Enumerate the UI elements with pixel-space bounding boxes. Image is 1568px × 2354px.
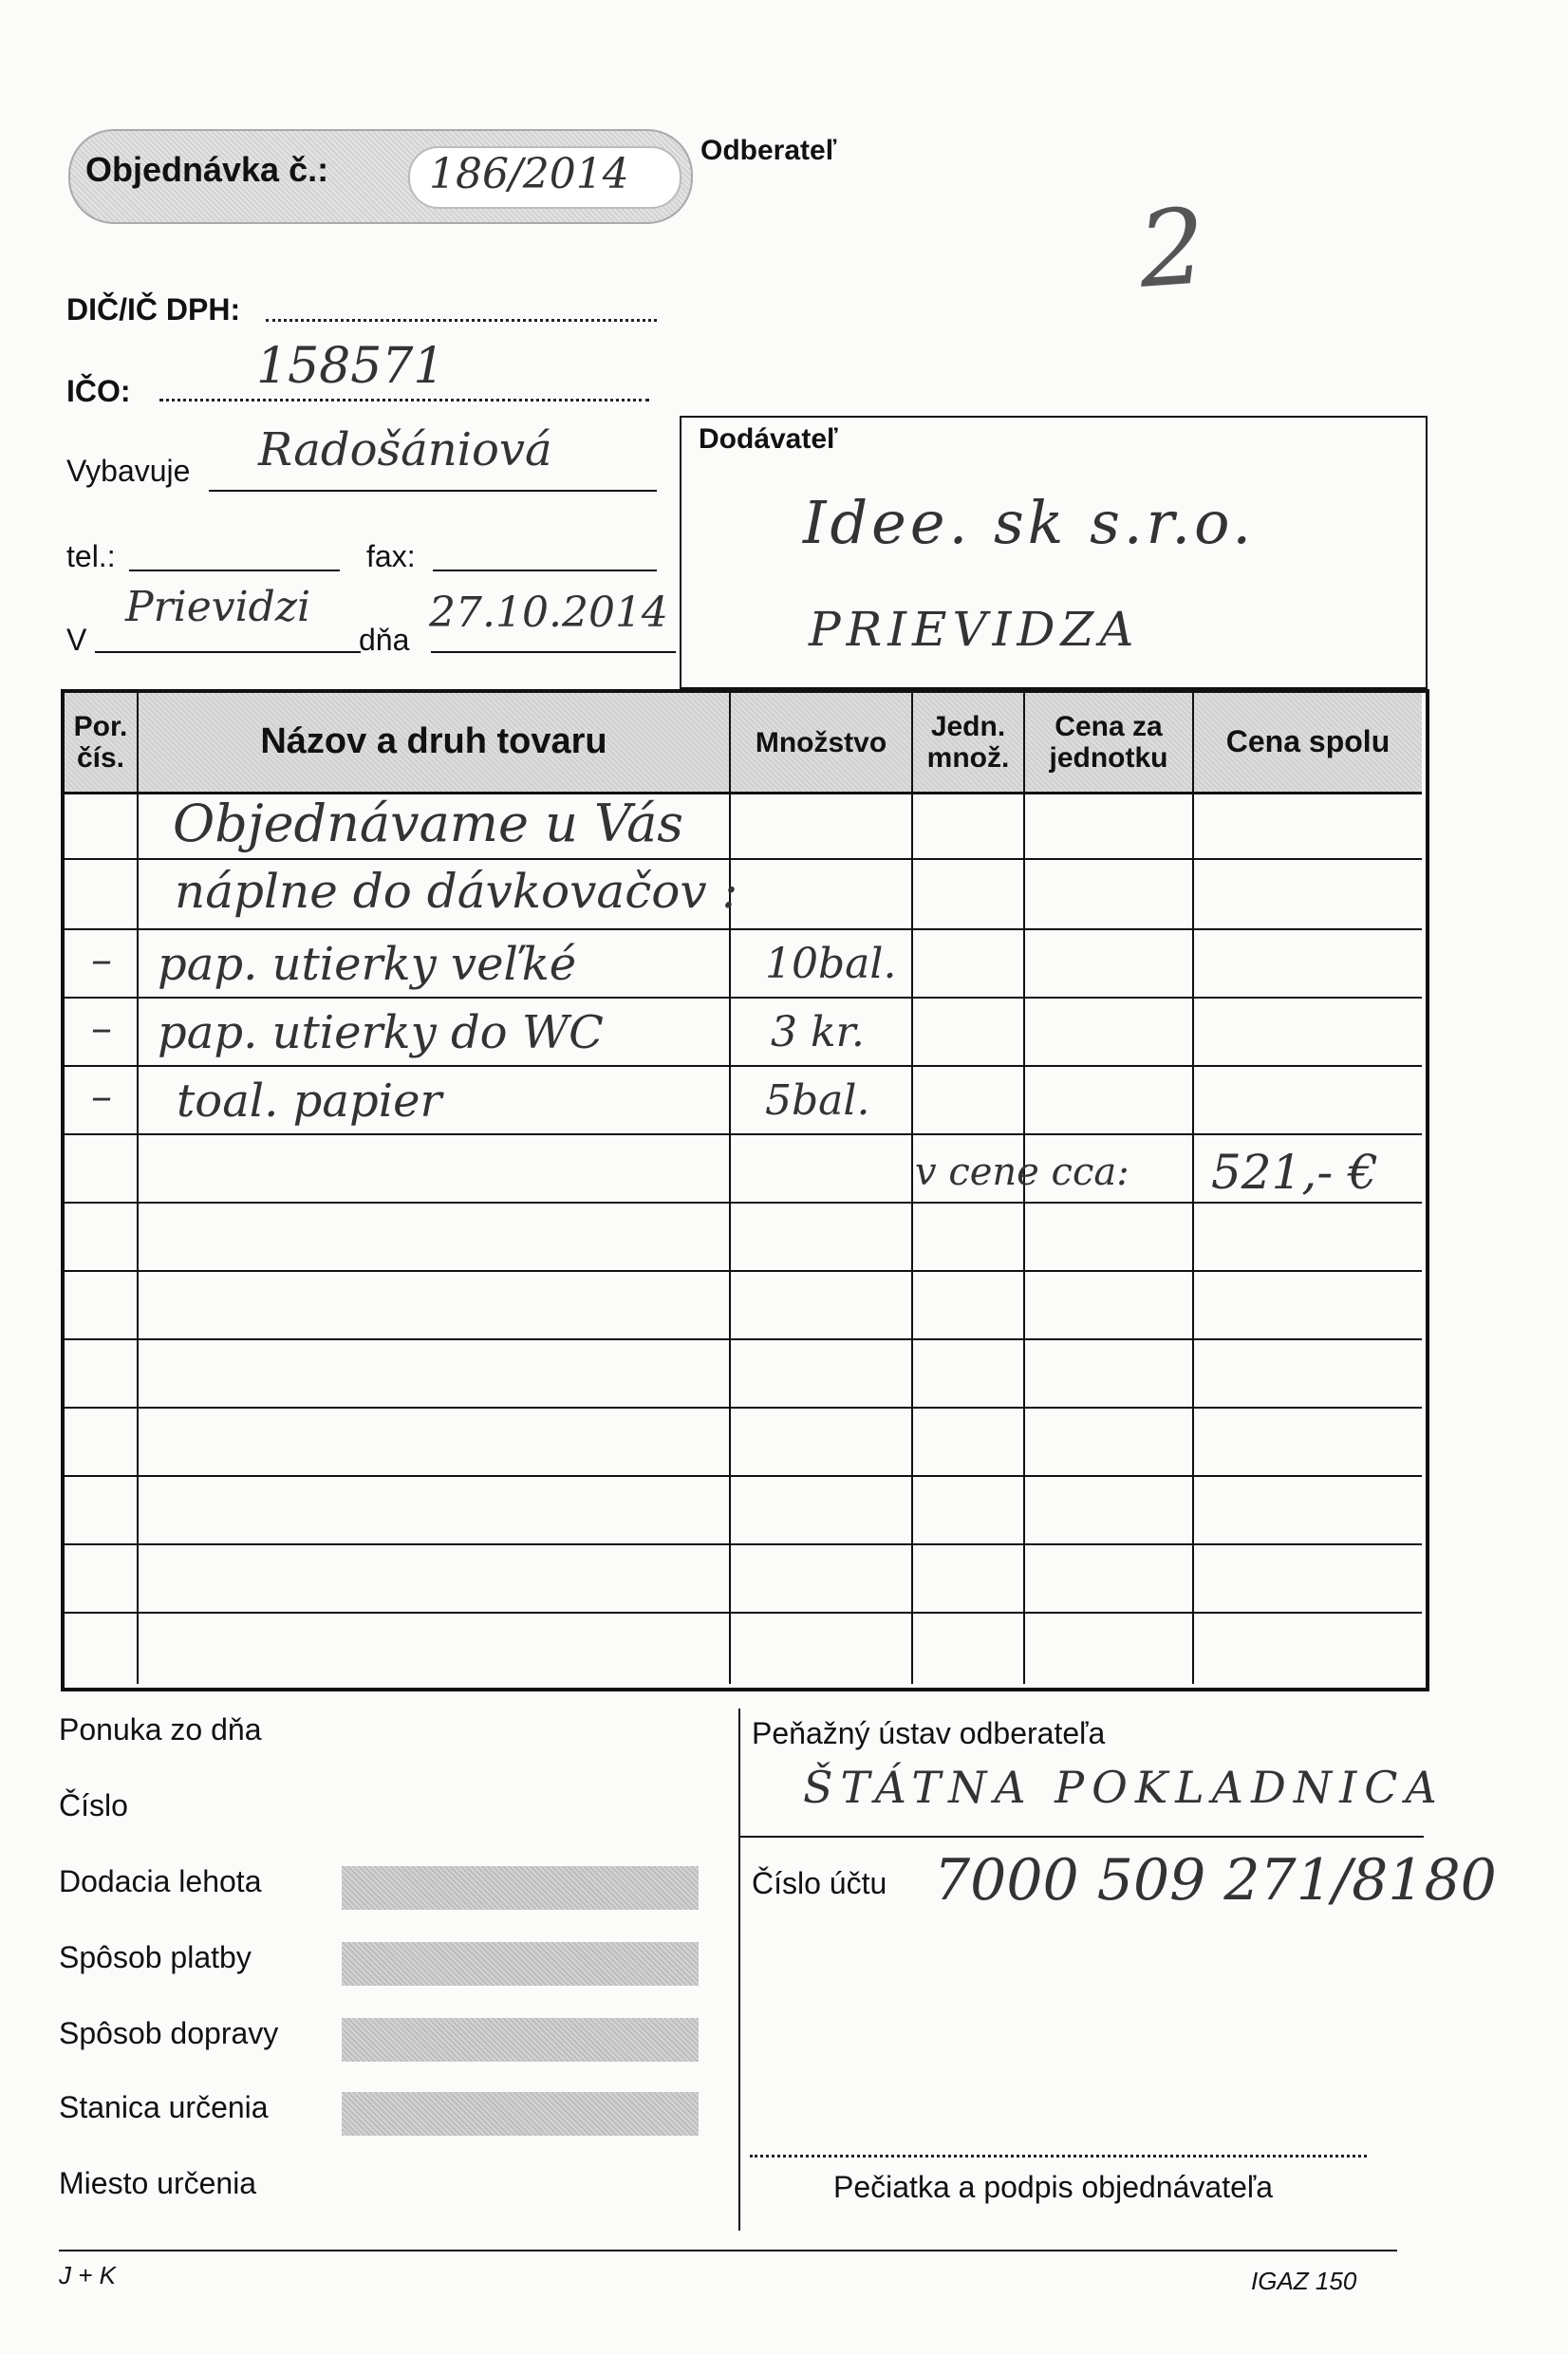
handled-by-value: Radošániová	[258, 423, 552, 476]
col-header-total: Cena spolu	[1225, 724, 1391, 759]
delivery-field	[342, 1866, 699, 1910]
table-row-name: pap. utierky do WC	[158, 1006, 604, 1059]
col-divider	[137, 693, 139, 1684]
date-line	[431, 651, 676, 653]
footer-divider	[738, 1709, 740, 2231]
supplier-label: Dodávateľ	[699, 423, 838, 455]
row-divider	[65, 1338, 1422, 1340]
ico-value: 158571	[256, 338, 445, 395]
publisher-mark: J + K	[59, 2261, 116, 2289]
col-divider	[729, 693, 731, 1684]
place-value: Prievidzi	[125, 583, 311, 631]
station-field	[342, 2092, 699, 2136]
col-header-unit: Jedn. množ.	[926, 711, 1010, 774]
table-row-qty: 5bal.	[765, 1076, 870, 1125]
signature-label: Pečiatka a podpis objednávateľa	[833, 2170, 1273, 2204]
price-total: 521,- €	[1211, 1145, 1378, 1200]
handled-by-label: Vybavuje	[66, 454, 191, 488]
table-row-name: Objednávame u Vás	[173, 794, 683, 853]
row-divider	[65, 928, 1422, 930]
handled-by-line	[209, 490, 657, 492]
table-row-qty: 10bal.	[765, 940, 897, 988]
table-row-por: –	[91, 1004, 112, 1053]
row-divider	[65, 858, 1422, 860]
payment-field	[342, 1942, 699, 1986]
table-row-name: náplne do dávkovačov :	[175, 864, 738, 919]
row-divider	[65, 1065, 1422, 1067]
row-divider	[65, 1133, 1422, 1135]
transport-label: Spôsob dopravy	[59, 2016, 279, 2050]
col-divider	[911, 693, 913, 1684]
account-value: 7000 509 271/8180	[934, 1847, 1497, 1914]
payment-label: Spôsob platby	[59, 1940, 252, 1974]
row-divider	[65, 997, 1422, 999]
offer-date-label: Ponuka zo dňa	[59, 1712, 262, 1747]
bank-label: Peňažný ústav odberateľa	[752, 1716, 1106, 1750]
customer-handwritten-mark: 2	[1134, 185, 1210, 311]
bottom-rule	[59, 2250, 1397, 2251]
tel-line	[129, 570, 340, 571]
tel-label: tel.:	[66, 539, 116, 573]
row-divider	[65, 1407, 1422, 1409]
station-label: Stanica určenia	[59, 2090, 269, 2124]
col-header-por: Por. čís.	[73, 711, 128, 774]
account-label: Číslo účtu	[752, 1866, 887, 1900]
order-label: Objednávka č.:	[85, 150, 329, 189]
col-header-qty: Množstvo	[755, 726, 887, 758]
bank-value: ŠTÁTNA POKLADNICA	[803, 1762, 1445, 1813]
bank-divider	[738, 1836, 1424, 1838]
dic-label: DIČ/IČ DPH:	[66, 292, 241, 327]
delivery-label: Dodacia lehota	[59, 1864, 262, 1898]
ico-label: IČO:	[66, 374, 131, 408]
supplier-name: Idee. sk s.r.o.	[803, 488, 1256, 557]
number-label: Číslo	[59, 1788, 128, 1822]
col-divider	[1192, 693, 1194, 1684]
signature-line	[750, 2155, 1367, 2158]
col-header-unit-price: Cena za jednotku	[1049, 711, 1168, 774]
customer-label: Odberateľ	[700, 135, 837, 166]
row-divider	[65, 1202, 1422, 1204]
table-row-name: toal. papier	[177, 1074, 442, 1128]
fax-line	[433, 570, 657, 571]
row-divider	[65, 1475, 1422, 1477]
ico-field	[159, 399, 649, 402]
place-prefix: V	[66, 623, 87, 657]
form-code: IGAZ 150	[1251, 2267, 1357, 2295]
supplier-city: PRIEVIDZA	[809, 602, 1140, 657]
dic-field	[266, 319, 657, 322]
row-divider	[65, 1270, 1422, 1272]
row-divider	[65, 1543, 1422, 1545]
table-row-por: –	[91, 936, 112, 984]
date-value: 27.10.2014	[429, 588, 668, 637]
fax-label: fax:	[366, 539, 416, 573]
place-label: Miesto určenia	[59, 2166, 257, 2200]
table-row-name: pap. utierky veľké	[158, 938, 577, 991]
table-row-por: –	[91, 1073, 112, 1121]
order-number-value: 186/2014	[429, 150, 629, 198]
date-label: dňa	[359, 623, 410, 657]
place-line	[95, 651, 361, 653]
col-header-name: Názov a druh tovaru	[260, 721, 607, 762]
row-divider	[65, 1612, 1422, 1614]
price-note: v cene cca:	[915, 1150, 1129, 1194]
table-row-qty: 3 kr.	[771, 1008, 865, 1056]
transport-field	[342, 2018, 699, 2062]
